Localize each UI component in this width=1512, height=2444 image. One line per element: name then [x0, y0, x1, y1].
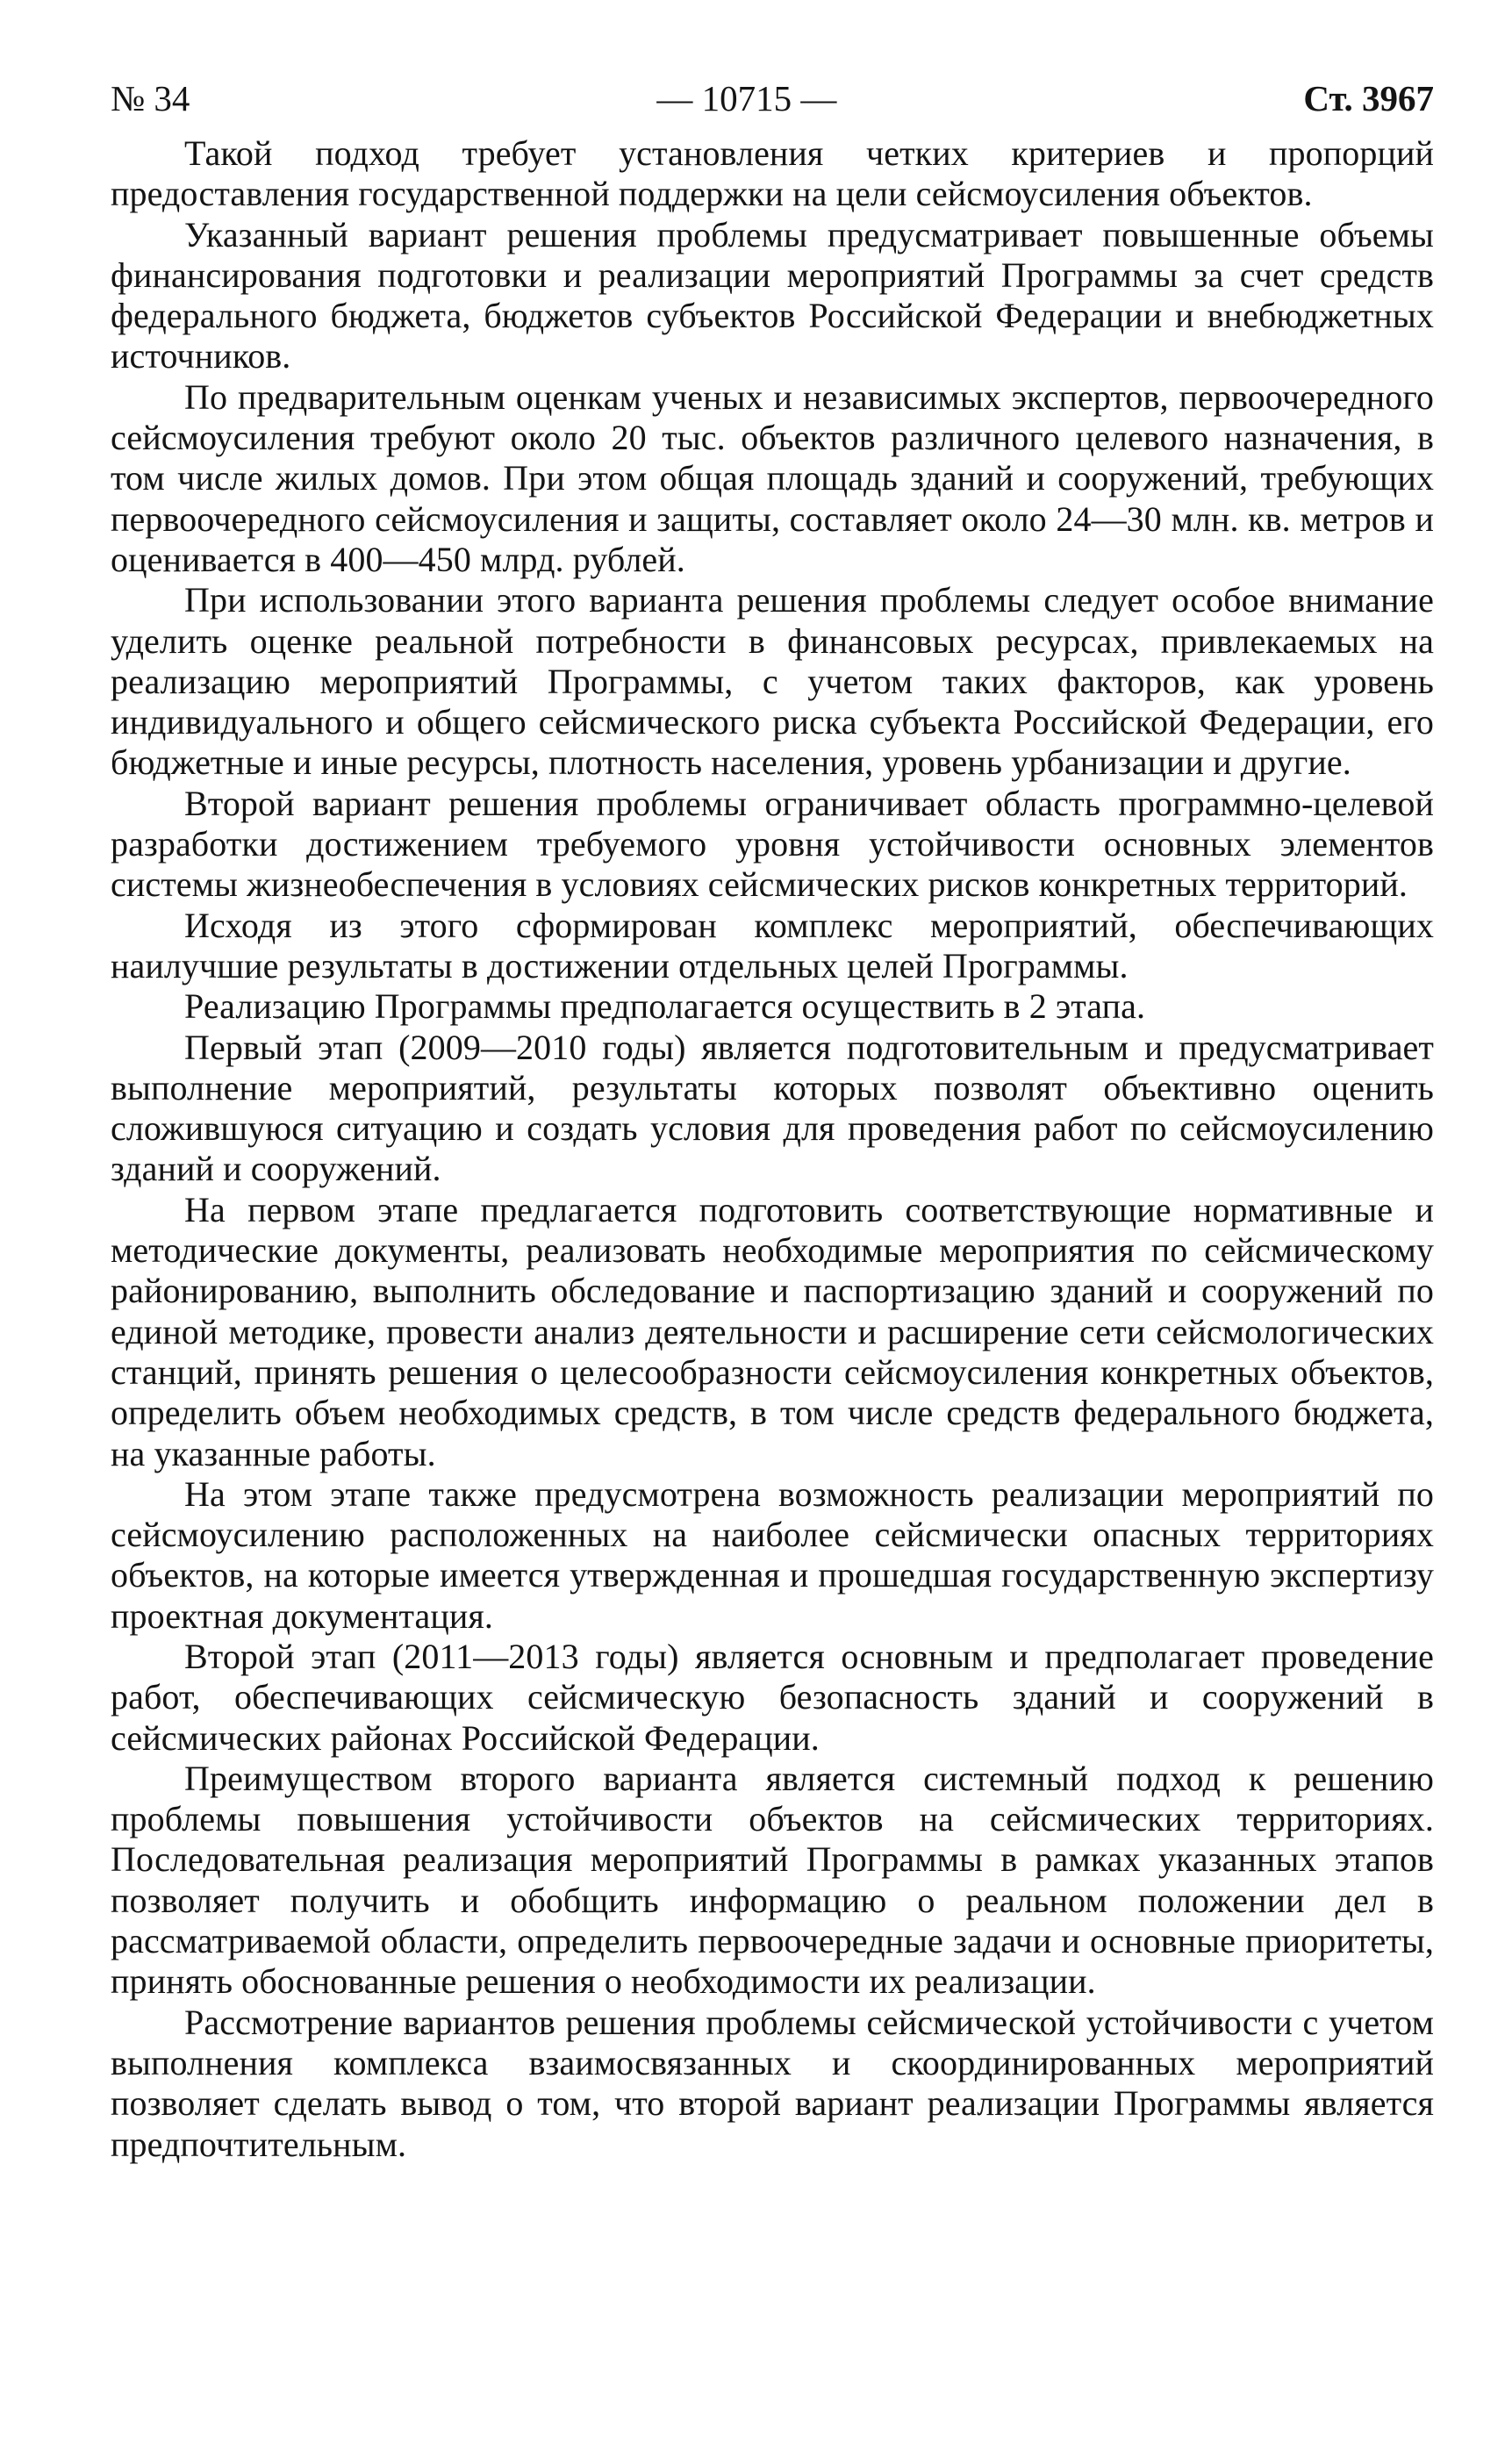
- page-number: — 10715 —: [656, 78, 837, 118]
- paragraph: По предварительным оценкам ученых и независимых экспертов, первоочередного сейсмоусиления требуют около 20 тыс. объектов различного целевого назначения, в том числе жилых домов. При этом общая площадь зданий и сооружений, требующих первоочередного сейсмоусиления и защиты, составляет около 24—30 млн. кв. метров и оценивается в 400—450 млрд. рублей.: [111, 376, 1434, 579]
- paragraph: Второй вариант решения проблемы ограничивает область программно-целевой разработки достижением требуемого уровня устойчивости основных элементов системы жизнеобеспечения в условиях сейсмических рисков конкретных территорий.: [111, 783, 1434, 905]
- paragraph: Исходя из этого сформирован комплекс мероприятий, обеспечивающих наилучшие результаты в достижении отдельных целей Программы.: [111, 905, 1434, 985]
- paragraph: Первый этап (2009—2010 годы) является подготовительным и предусматривает выполнение мероприятий, результаты которых позволят объективно оценить сложившуюся ситуацию и создать условия для проведения работ по сейсмоусилению зданий и сооружений.: [111, 1027, 1434, 1189]
- paragraph: Такой подход требует установления четких критериев и пропорций предоставления государственной поддержки на цели сейсмоусиления объектов.: [111, 133, 1434, 214]
- paragraph: Второй этап (2011—2013 годы) является основным и предполагает проведение работ, обеспечивающих сейсмическую безопасность зданий и сооружений в сейсмических районах Российской Федерации.: [111, 1636, 1434, 1758]
- paragraph: Рассмотрение вариантов решения проблемы сейсмической устойчивости с учетом выполнения комплекса взаимосвязанных и скоординированных мероприятий позволяет сделать вывод о том, что второй вариант реализации Программы является предпочтительным.: [111, 2002, 1434, 2164]
- page-header: [111, 77, 1434, 133]
- paragraph: При использовании этого варианта решения проблемы следует особое внимание уделить оценке реальной потребности в финансовых ресурсах, привлекаемых на реализацию мероприятий Программы, с учетом таких факторов, как уровень индивидуального и общего сейсмического риска субъекта Российской Федерации, его бюджетные и иные ресурсы, плотность населения, уровень урбанизации и другие.: [111, 580, 1434, 783]
- document-page: [111, 77, 1434, 2165]
- paragraph: На этом этапе также предусмотрена возможность реализации мероприятий по сейсмоусилению расположенных на наиболее сейсмически опасных территориях объектов, на которые имеется утвержденная и прошедшая государственную экспертизу проектная документация.: [111, 1473, 1434, 1636]
- paragraph: Указанный вариант решения проблемы предусматривает повышенные объемы финансирования подготовки и реализации мероприятий Программы за счет средств федерального бюджета, бюджетов субъектов Российской Федерации и внебюджетных источников.: [111, 214, 1434, 376]
- paragraph: Преимуществом второго варианта является системный подход к решению проблемы повышения устойчивости объектов на сейсмических территориях. Последовательная реализация мероприятий Программы в рамках указанных этапов позволяет получить и обобщить информацию о реальном положении дел в рассматриваемой области, определить первоочередные задачи и основные приоритеты, принять обоснованные решения о необходимости их реализации.: [111, 1758, 1434, 2002]
- paragraph: Реализацию Программы предполагается осуществить в 2 этапа.: [184, 986, 1146, 1027]
- article-number: Ст. 3967: [1303, 78, 1434, 118]
- issue-number: № 34: [111, 78, 190, 118]
- paragraph: На первом этапе предлагается подготовить соответствующие нормативные и методические документы, реализовать необходимые мероприятия по сейсмическому районированию, выполнить обследование и паспортизацию зданий и сооружений по единой методике, провести анализ деятельности и расширение сети сейсмологических станций, принять решения о целесообразности сейсмоусиления конкретных объектов, определить объем необходимых средств, в том числе средств федерального бюджета, на указанные работы.: [111, 1189, 1434, 1473]
- document-body: [111, 133, 1434, 2165]
